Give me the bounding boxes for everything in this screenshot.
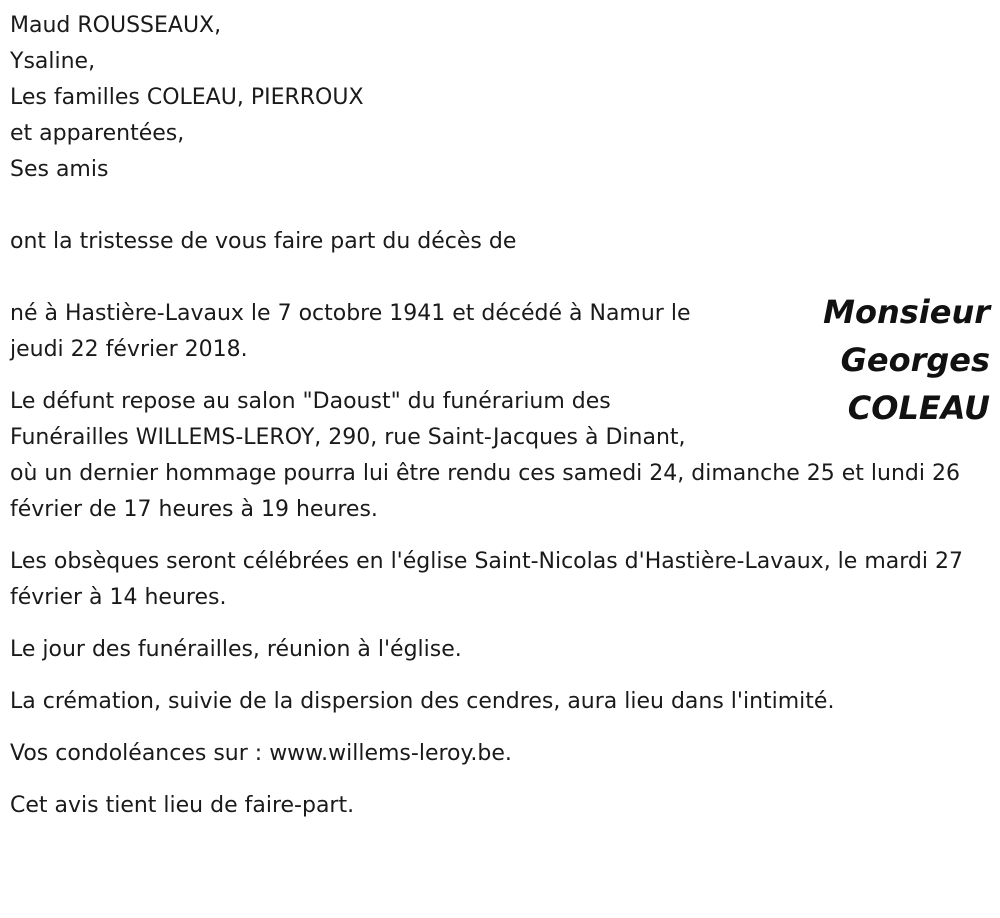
visitation-paragraph: Le défunt repose au salon "Daoust" du funérarium des Funérailles WILLEMS-LEROY, 290, rue Saint-Jacques à Dinant, où un dernier hommage pourra lui être rendu ces samedi 24, dimanche 25 et lundi 26 février de 17 heures à 19 heures. [10, 389, 960, 522]
deceased-name [710, 288, 990, 432]
announcer: Les familles COLEAU, PIERROUX [10, 85, 364, 110]
notice-paragraph: Cet avis tient lieu de faire-part. [10, 793, 355, 818]
announcers-list [10, 8, 990, 188]
announcer: Ysaline, [10, 49, 96, 74]
intro-text: ont la tristesse de vous faire part du décès de [10, 229, 517, 254]
birth-death-paragraph: né à Hastière-Lavaux le 7 octobre 1941 et décédé à Namur le jeudi 22 février 2018. [10, 301, 691, 362]
announcer: Ses amis [10, 157, 109, 182]
deceased-first-name: Georges [840, 341, 990, 379]
announcer: Maud ROUSSEAUX, [10, 13, 222, 38]
announcer: et apparentées, [10, 121, 185, 146]
condolences-paragraph: Vos condoléances sur : www.willems-leroy.be. [10, 741, 512, 766]
funeral-paragraph: Les obsèques seront célébrées en l'église Saint-Nicolas d'Hastière-Lavaux, le mardi 27 février à 14 heures. [10, 549, 963, 610]
cremation-paragraph: La crémation, suivie de la dispersion des cendres, aura lieu dans l'intimité. [10, 689, 835, 714]
meeting-paragraph: Le jour des funérailles, réunion à l'église. [10, 637, 462, 662]
deceased-title: Monsieur [823, 293, 990, 331]
deceased-last-name: COLEAU [847, 389, 990, 427]
